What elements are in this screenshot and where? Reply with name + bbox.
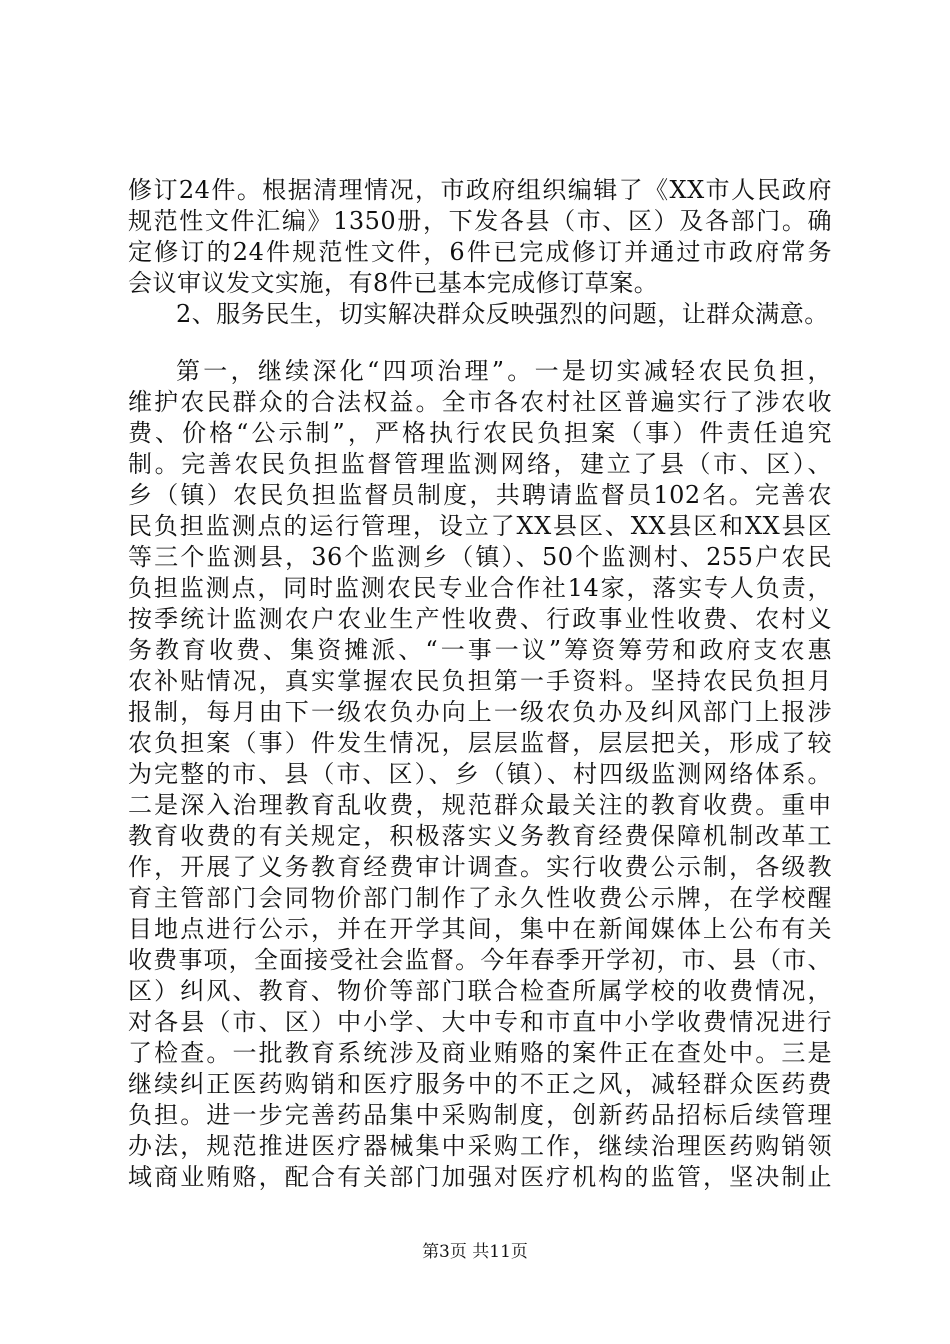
text-line: 第一，继续深化“四项治理”。一是切实减轻农民负担， <box>176 357 832 385</box>
text-line: 为完整的市、县（市、区）、乡（镇）、村四级监测网络体系。 <box>128 760 832 788</box>
text-line: 域商业贿赂，配合有关部门加强对医疗机构的监管，坚决制止 <box>128 1163 832 1191</box>
text-line: 负担监测点，同时监测农民专业合作社14家，落实专人负责， <box>128 574 832 602</box>
text-line: 教育收费的有关规定，积极落实义务教育经费保障机制改革工 <box>128 822 832 850</box>
text-line: 负担。进一步完善药品集中采购制度，创新药品招标后续管理 <box>128 1101 832 1129</box>
paragraph-four-governance <box>128 356 832 1193</box>
text-line: 乡（镇）农民负担监督员制度，共聘请监督员102名。完善农 <box>128 481 832 509</box>
text-line: 报制，每月由下一级农负办向上一级农负办及纠风部门上报涉 <box>128 698 832 726</box>
text-line: 继续纠正医药购销和医疗服务中的不正之风，减轻群众医药费 <box>128 1070 832 1098</box>
text-line: 了检查。一批教育系统涉及商业贿赂的案件正在查处中。三是 <box>128 1039 832 1067</box>
text-line: 收费事项，全面接受社会监督。今年春季开学初，市、县（市、 <box>128 946 832 974</box>
text-line: 费、价格“公示制”，严格执行农民负担案（事）件责任追究 <box>128 419 832 447</box>
text-line: 目地点进行公示，并在开学其间，集中在新闻媒体上公布有关 <box>128 915 832 943</box>
page-number-footer: 第3页 共11页 <box>422 1242 528 1262</box>
text-line: 务教育收费、集资摊派、“一事一议”筹资筹劳和政府支农惠 <box>128 636 832 664</box>
text-line: 区）纠风、教育、物价等部门联合检查所属学校的收费情况， <box>128 977 832 1005</box>
text-line: 维护农民群众的合法权益。全市各农村社区普遍实行了涉农收 <box>128 388 832 416</box>
text-line: 办法，规范推进医疗器械集中采购工作，继续治理医药购销领 <box>128 1132 832 1160</box>
text-line: 对各县（市、区）中小学、大中专和市直中小学收费情况进行 <box>128 1008 832 1036</box>
section-heading: 2、服务民生，切实解决群众反映强烈的问题，让群众满意。 <box>176 300 829 328</box>
text-line: 按季统计监测农户农业生产性收费、行政事业性收费、农村义 <box>128 605 832 633</box>
text-line: 规范性文件汇编》1350册，下发各县（市、区）及各部门。确 <box>128 207 832 235</box>
text-line: 制。完善农民负担监督管理监测网络，建立了县（市、区）、 <box>128 450 832 478</box>
text-line: 定修订的24件规范性文件，6件已完成修订并通过市政府常务 <box>128 238 832 266</box>
text-line: 二是深入治理教育乱收费，规范群众最关注的教育收费。重申 <box>128 791 832 819</box>
paragraph-revision-summary <box>128 175 832 330</box>
text-line: 会议审议发文实施，有8件已基本完成修订草案。 <box>128 269 659 297</box>
text-line: 民负担监测点的运行管理，设立了XX县区、XX县区和XX县区 <box>128 512 832 540</box>
text-line: 作，开展了义务教育经费审计调查。实行收费公示制，各级教 <box>128 853 832 881</box>
text-line: 农补贴情况，真实掌握农民负担第一手资料。坚持农民负担月 <box>128 667 832 695</box>
text-line: 农负担案（事）件发生情况，层层监督，层层把关，形成了较 <box>128 729 832 757</box>
text-line: 等三个监测县，36个监测乡（镇）、50个监测村、255户农民 <box>128 543 832 571</box>
text-line: 育主管部门会同物价部门制作了永久性收费公示牌，在学校醒 <box>128 884 832 912</box>
text-line: 修订24件。根据清理情况，市政府组织编辑了《XX市人民政府 <box>128 176 832 204</box>
